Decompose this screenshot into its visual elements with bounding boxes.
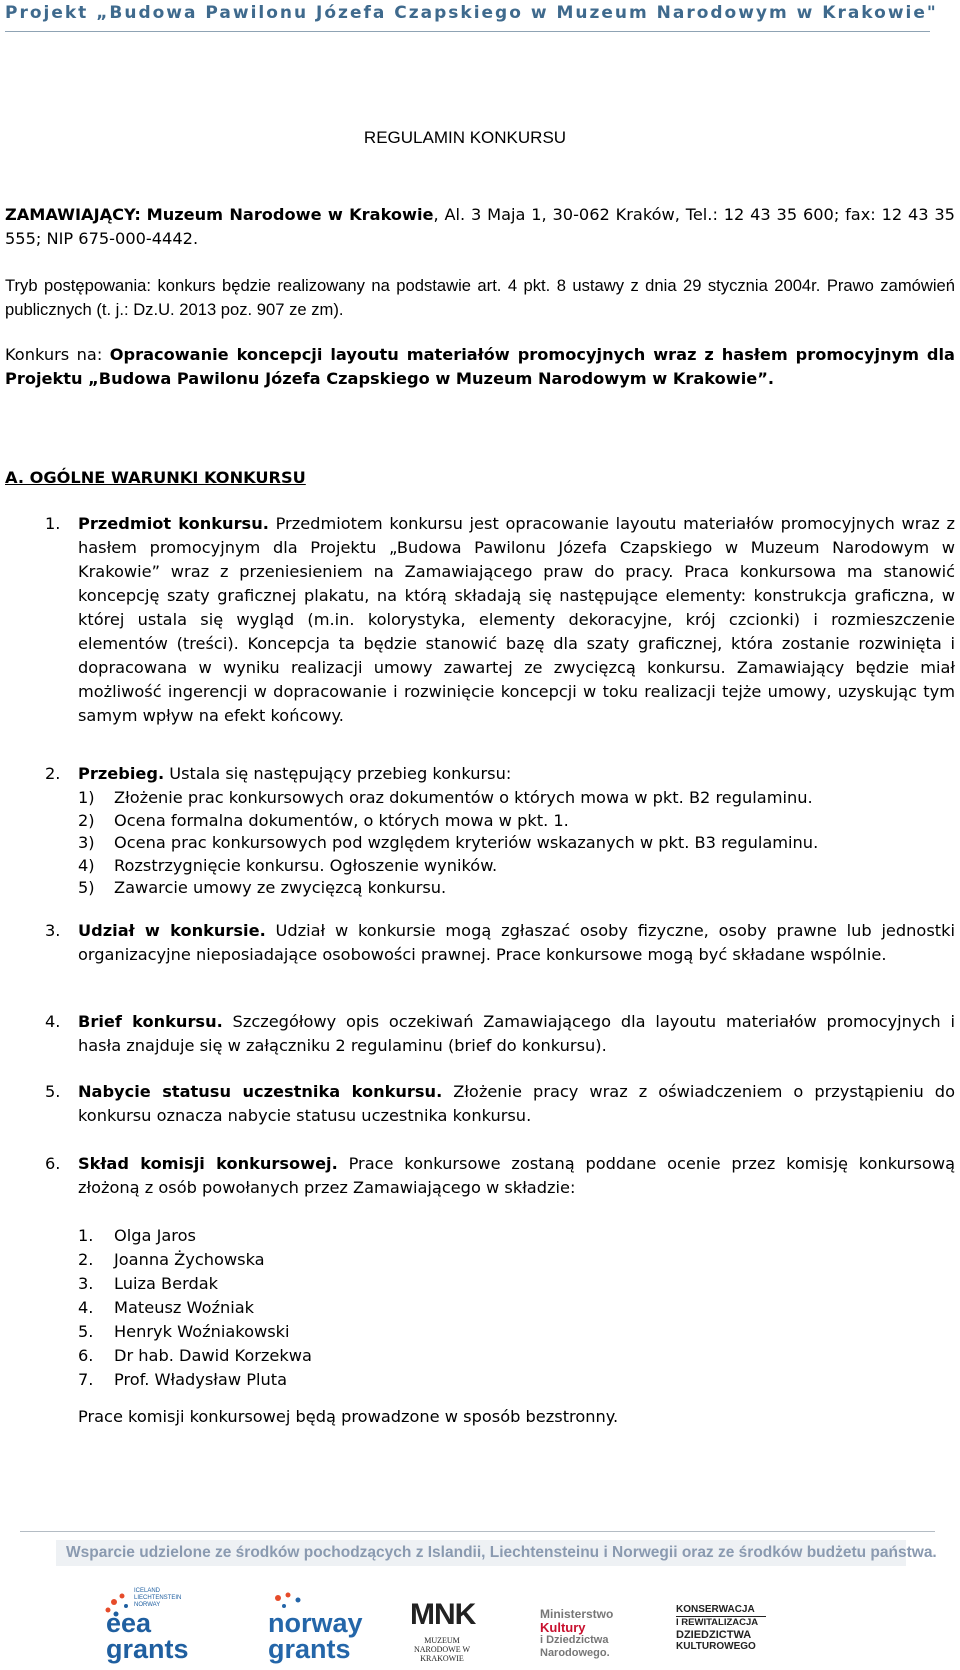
footer-divider (20, 1531, 935, 1532)
section-5-text: Złożenie pracy wraz z oświadczeniem o przystąpieniu do konkursu oznacza nabycie statusu uczestnika konkursu. (78, 1082, 955, 1125)
section-2-body (78, 762, 955, 899)
section-6-body (78, 1152, 955, 1200)
ministry-line-4: Narodowego. (540, 1647, 610, 1659)
conservation-line-3: DZIEDZICTWA (676, 1629, 752, 1641)
orderer-details: , Al. 3 Maja 1, 30-062 Kraków, Tel.: 12 43 35 600; fax: 12 43 35 555; NIP 675-000-4442. (5, 205, 955, 248)
conservation-programme-logo (676, 1604, 766, 1662)
procedure-paragraph: Tryb postępowania: konkurs będzie realizowany na podstawie art. 4 pkt. 8 ustawy z dnia 29 stycznia 2004r. Prawo zamówień publicznych (t. j.: Dz.U. 2013 poz. 907 ze zm). (5, 276, 955, 319)
ministry-line-2: Kultury (540, 1620, 586, 1635)
committee-member: 4. Mateusz Woźniak (78, 1298, 255, 1317)
section-4-title: Brief konkursu. (78, 1012, 223, 1031)
section-3-number: 3. (45, 921, 61, 940)
funding-text: Wsparcie udzielone ze środków pochodzących z Islandii, Liechtensteinu i Norwegii oraz ze środków budżetu państwa. (66, 1544, 937, 1561)
document-title: REGULAMIN KONKURSU (363, 128, 567, 147)
section-4-body (78, 1010, 955, 1058)
section-3-body (78, 919, 955, 967)
orderer-paragraph (5, 203, 955, 251)
mnk-text: MUZEUM NARODOWE W KRAKOWIE (413, 1636, 471, 1663)
process-step: 4) Rozstrzygnięcie konkursu. Ogłoszenie wyników. (78, 855, 498, 875)
committee-closing: Prace komisji konkursowej będą prowadzone w sposób bezstronny. (78, 1407, 619, 1426)
norway-grants-logo (268, 1590, 378, 1666)
section-1-title: Przedmiot konkursu. (78, 514, 269, 533)
contest-label: Konkurs na: (5, 345, 103, 364)
section-3-title: Udział w konkursie. (78, 921, 266, 940)
section-a-heading: A. OGÓLNE WARUNKI KONKURSU (5, 468, 306, 487)
committee-member: 1. Olga Jaros (78, 1226, 196, 1245)
section-5-number: 5. (45, 1082, 61, 1101)
section-2-text: Ustala się następujący przebieg konkursu: (164, 764, 512, 783)
committee-member: 3. Luiza Berdak (78, 1274, 219, 1293)
conservation-line-4: KULTUROWEGO (676, 1641, 756, 1652)
section-3-text: Udział w konkursie mogą zgłaszać osoby fizyczne, osoby prawne lub jednostki organizacyjne nieposiadające osobowości prawnej. Prace konkursowe mogą być składane wspólnie. (78, 921, 955, 964)
norway-word: norway (268, 1608, 363, 1638)
section-6-number: 6. (45, 1154, 61, 1173)
section-4-text: Szczegółowy opis oczekiwań Zamawiającego dla layoutu materiałów promocyjnych i hasła znajduje się w załączniku 2 regulaminu (brief do konkursu). (78, 1012, 955, 1055)
eea-countries: ICELAND LIECHTENSTEIN NORWAY (134, 1588, 182, 1608)
norway-grants-word: grants (268, 1634, 351, 1664)
section-5-body (78, 1080, 955, 1128)
project-title: Projekt „Budowa Pawilonu Józefa Czapskiego w Muzeum Narodowym w Krakowie" (5, 3, 938, 23)
orderer-label: ZAMAWIAJĄCY: (5, 205, 141, 224)
section-1-text: Przedmiotem konkursu jest opracowanie layoutu materiałów promocyjnych wraz z hasłem promocyjnym dla Projektu „Budowa Pawilonu Józefa Czapskiego w Muzeum Narodowym w Krakowie” wraz z przeniesieniem na Zamawiającego praw do pracy. Praca konkursowa ma stanowić koncepcję szaty graficznej plakatu, na którą składają się następujące elementy: konstrukcja graficzna, w której ustala się wygląd (m.in. kolorystyka, elementy dekoracyjne, krój czcionki) i rozmieszczenie elementów (treści). Koncepcja ta będzie stanowić bazę dla szaty graficznej, która zostanie rozwinięta i dopracowana w wyniku realizacji umowy zawartej ze zwycięzcą konkursu. Zamawiający będzie miał możliwość ingerencji w dopracowanie i rozwinięcie koncepcji w toku realizacji tejże umowy, uzyskując tym samym wpływ na efekt końcowy. (78, 514, 955, 725)
mnk-logo (410, 1598, 474, 1668)
mnk-mark: MNK (410, 1598, 476, 1631)
orderer-name: Muzeum Narodowe w Krakowie (146, 205, 434, 224)
committee-list (78, 1224, 678, 1392)
ministry-line-3: i Dziedzictwa (540, 1634, 609, 1646)
committee-member: 5. Henryk Woźniakowski (78, 1322, 290, 1341)
section-2-number: 2. (45, 764, 61, 783)
process-step: 5) Zawarcie umowy ze zwycięzcą konkursu. (78, 878, 447, 897)
section-5-title: Nabycie statusu uczestnika konkursu. (78, 1082, 443, 1101)
eea-word: eea (106, 1608, 152, 1638)
page-header (5, 3, 938, 32)
committee-member: 6. Dr hab. Dawid Korzekwa (78, 1346, 312, 1365)
eea-grants-word: grants (106, 1634, 189, 1664)
section-4-number: 4. (45, 1012, 61, 1031)
process-step: 3) Ocena prac konkursowych pod względem kryteriów wskazanych w pkt. B3 regulaminu. (78, 833, 819, 852)
committee-member: 2. Joanna Żychowska (78, 1250, 265, 1269)
conservation-line-2: I REWITALIZACJA (676, 1617, 759, 1628)
section-1-body (78, 512, 955, 728)
contest-paragraph (5, 343, 955, 391)
committee-member: 7. Prof. Władysław Pluta (78, 1370, 287, 1389)
process-step: 2) Ocena formalna dokumentów, o których mowa w pkt. 1. (78, 810, 569, 830)
ministry-line-1: Ministerstwo (540, 1607, 614, 1621)
conservation-line-1: KONSERWACJA (676, 1604, 766, 1617)
eea-grants-logo (100, 1588, 210, 1666)
section-6-text: Prace konkursowe zostaną poddane ocenie przez komisję konkursową złożoną z osób powołanych przez Zamawiającego w składzie: (78, 1154, 955, 1197)
section-6-title: Skład komisji konkursowej. (78, 1154, 338, 1173)
ministry-culture-logo (540, 1608, 624, 1664)
section-2-title: Przebieg. (78, 764, 165, 783)
section-1-number: 1. (45, 514, 61, 533)
process-step: 1) Złożenie prac konkursowych oraz dokumentów o których mowa w pkt. B2 regulaminu. (78, 788, 813, 807)
contest-subject: Opracowanie koncepcji layoutu materiałów promocyjnych wraz z hasłem promocyjnym dla Projektu „Budowa Pawilonu Józefa Czapskiego w Muzeum Narodowym w Krakowie”. (5, 345, 955, 388)
